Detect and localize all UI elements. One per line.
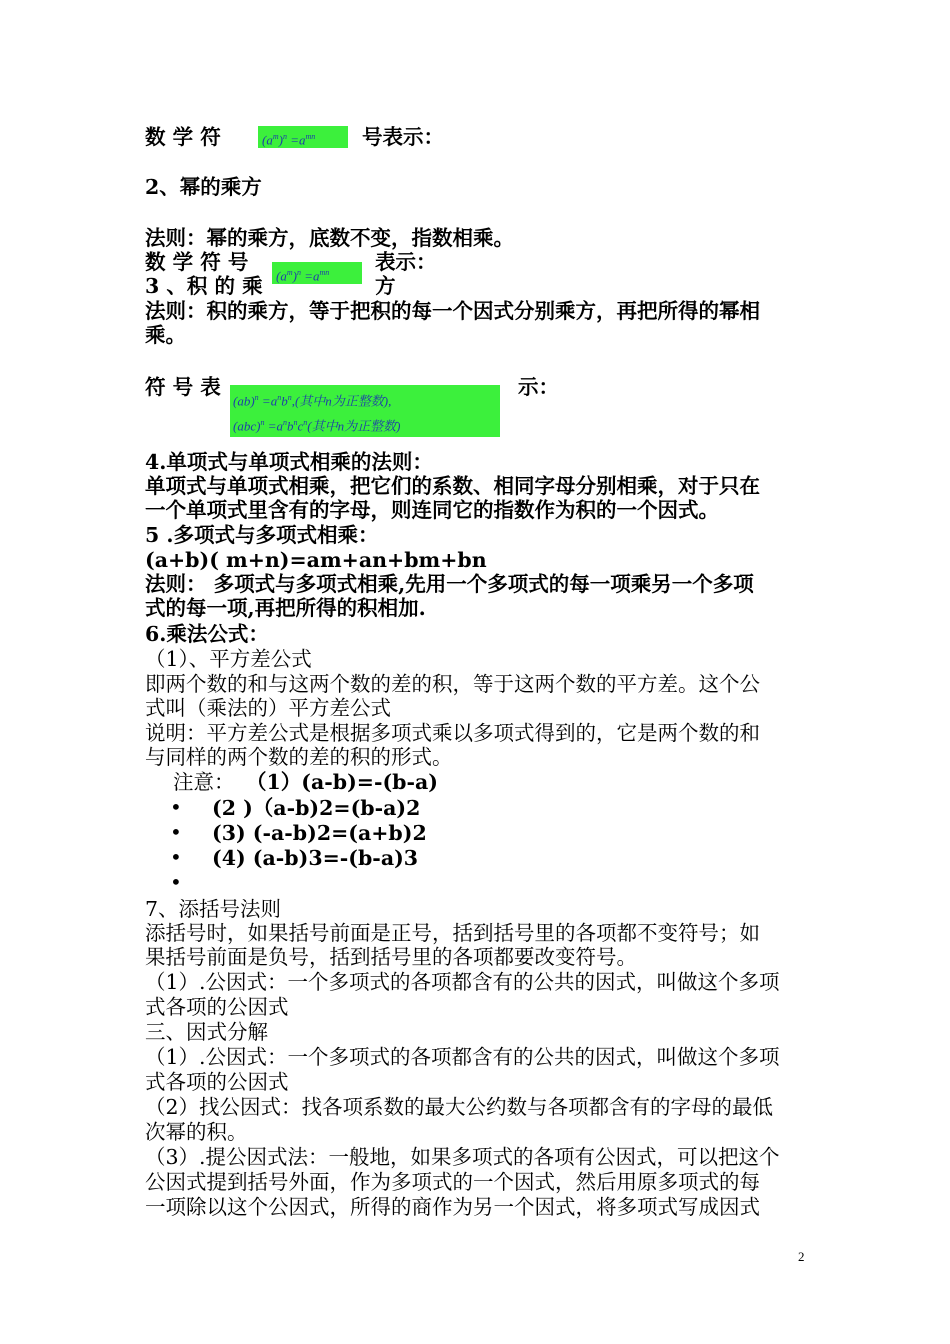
section2-symbol-right: 表示： bbox=[375, 250, 437, 274]
formula-power-of-power-1: $(a^m)^n =a^{mn}$ bbox=[258, 126, 348, 148]
section7-line1: 添括号时，如果括号前面是正号，括到括号里的各项都不变符号；如 bbox=[145, 921, 760, 945]
section6-line1: 即两个数的和与这两个数的差的积，等于这两个数的平方差。这个公 bbox=[145, 672, 760, 696]
formula-power-of-power-2: $(a^m)^n =a^{mn}$ bbox=[272, 262, 362, 284]
factor-line7: 一项除以这个公因式，所得的商作为另一个因式，将多项式写成因式 bbox=[145, 1195, 760, 1219]
bullet-5: • bbox=[170, 870, 182, 894]
section5-rule-line2: 式的每一项,再把所得的积相加. bbox=[145, 596, 426, 620]
factor-line3: （2）找公因式：找各项系数的最大公约数与各项都含有的字母的最低 bbox=[145, 1095, 774, 1119]
symbol-line-left: 数 学 符 bbox=[145, 125, 221, 149]
note-item-4: (4) (a-b)3=-(b-a)3 bbox=[212, 846, 419, 870]
section3-heading-left: 3 、积 的 乘 bbox=[145, 274, 263, 298]
note-label: 注意： bbox=[173, 770, 235, 794]
section6-line2: 式叫（乘法的）平方差公式 bbox=[145, 696, 391, 720]
factor-line6: 公因式提到括号外面，作为多项式的一个因式，然后用原多项式的每 bbox=[145, 1170, 760, 1194]
symbol-line-right: 号表示： bbox=[362, 125, 444, 149]
section2-rule: 法则：幂的乘方，底数不变，指数相乘。 bbox=[145, 226, 514, 250]
formula-power-of-product: $(ab)^n =a^nb^n$,(其中n为正整数), $(abc)^n =a^nb^nc^n$(其中n为正整数) bbox=[230, 385, 500, 437]
section5-rule-line1: 法则： 多项式与多项式相乘,先用一个多项式的每一项乘另一个多项 bbox=[145, 572, 754, 596]
factor-heading: 三、因式分解 bbox=[145, 1020, 268, 1044]
section4-line2: 一个单项式里含有的字母，则连同它的指数作为积的一个因式。 bbox=[145, 498, 719, 522]
section7-line4: 式各项的公因式 bbox=[145, 995, 289, 1019]
section3-symbol-right: 示： bbox=[518, 375, 559, 399]
bullet-2: • bbox=[170, 795, 182, 819]
factor-line2: 式各项的公因式 bbox=[145, 1070, 289, 1094]
note-item-3: (3) (-a-b)2=(a+b)2 bbox=[212, 821, 427, 845]
note-item-1: （1）(a-b)=-(b-a) bbox=[246, 770, 438, 794]
section2-heading: 2、幂的乘方 bbox=[145, 175, 262, 199]
section7-line3: （1）.公因式：一个多项式的各项都含有的公共的因式，叫做这个多项 bbox=[145, 970, 780, 994]
section3-symbol-left: 符 号 表 bbox=[145, 375, 221, 399]
section3-rule-line2: 乘。 bbox=[145, 323, 186, 347]
section6-subheading: （1）、平方差公式 bbox=[145, 647, 312, 671]
bullet-3: • bbox=[170, 820, 182, 844]
section4-line1: 单项式与单项式相乘，把它们的系数、相同字母分别相乘，对于只在 bbox=[145, 474, 760, 498]
section5-formula: (a+b)( m+n)=am+an+bm+bn bbox=[145, 548, 487, 572]
section7-heading: 7、添括号法则 bbox=[145, 897, 282, 921]
factor-line5: （3）.提公因式法：一般地，如果多项式的各项有公因式，可以把这个 bbox=[145, 1145, 780, 1169]
section7-line2: 果括号前面是负号，括到括号里的各项都要改变符号。 bbox=[145, 945, 637, 969]
bullet-4: • bbox=[170, 845, 182, 869]
section6-heading: 6.乘法公式： bbox=[145, 622, 269, 646]
factor-line1: （1）.公因式：一个多项式的各项都含有的公共的因式，叫做这个多项 bbox=[145, 1045, 780, 1069]
section3-heading-right: 方 bbox=[375, 274, 396, 298]
section3-rule-line1: 法则：积的乘方，等于把积的每一个因式分别乘方，再把所得的幂相 bbox=[145, 299, 760, 323]
section4-heading: 4.单项式与单项式相乘的法则： bbox=[145, 450, 433, 474]
note-item-2: (2 )（a-b)2=(b-a)2 bbox=[212, 796, 421, 820]
page-number: 2 bbox=[798, 1249, 805, 1264]
section6-line4: 与同样的两个数的差的积的形式。 bbox=[145, 745, 453, 769]
section2-symbol-left: 数 学 符 号 bbox=[145, 250, 249, 274]
factor-line4: 次幂的积。 bbox=[145, 1120, 248, 1144]
section5-heading: 5 .多项式与多项式相乘： bbox=[145, 523, 379, 547]
section6-line3: 说明：平方差公式是根据多项式乘以多项式得到的，它是两个数的和 bbox=[145, 721, 760, 745]
